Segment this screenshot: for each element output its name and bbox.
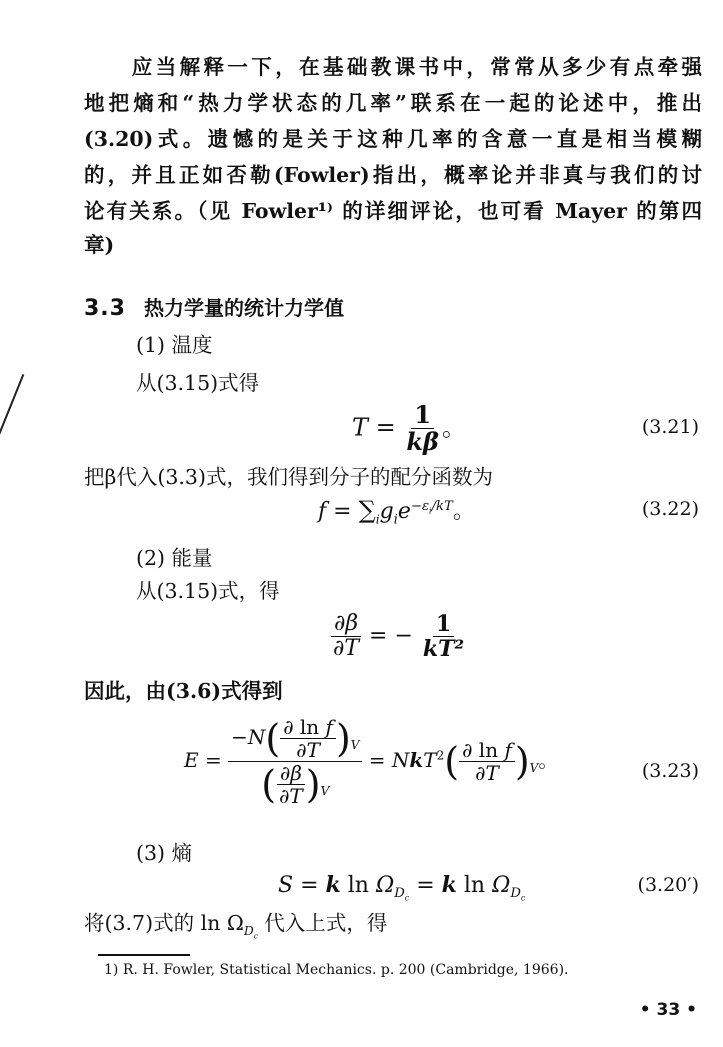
dbeta-rhs-denominator: kT² (422, 636, 465, 663)
equation-3-22: $f = \sum_ig_ie^{-\varepsilon_i/kT}$。 (318, 496, 475, 528)
section-heading (84, 292, 344, 321)
paragraph-line-4: 的，并且正如否勒(Fowler)指出，概率论并非真与我们的讨 (84, 163, 702, 187)
paragraph-line-3: (3.20)式。遗憾的是关于这种几率的含意一直是相当模糊 (84, 127, 702, 151)
equation-3-21: T = $\frac{1}{k\beta}$ 。 (352, 400, 466, 457)
eq321-numerator: 1 (411, 402, 434, 429)
equation-dbeta-dT: $\frac{\partial\beta}{\partial T}$ = − $\frac{1}{\text{kT²}}$ (330, 612, 467, 661)
text-therefore: 因此，由(3.6)式得到 (84, 679, 283, 703)
paragraph-line-5: 论有关系。（见 Fowler¹⁾ 的详细评论，也可看 Mayer 的第四 (84, 199, 702, 223)
eq321-lhs: T (352, 413, 369, 442)
eq320p-number: (3.20′) (637, 874, 699, 896)
eq322-lhs: f (318, 499, 327, 524)
footnote: 1) R. H. Fowler, Statistical Mechanics. p. 200 (Cambridge, 1966). (104, 962, 569, 978)
paragraph-line-2: 地把熵和“热力学状态的几率”联系在一起的论述中，推出 (84, 91, 702, 115)
text-last-tail: 代入上式，得 (257, 911, 388, 935)
eq323-number: (3.23) (641, 760, 699, 782)
page-number: • 33 • (639, 1000, 697, 1020)
footnote-rule (98, 954, 190, 956)
dbeta-denominator: ∂T (333, 636, 360, 662)
dbeta-numerator: ∂β (331, 612, 361, 637)
margin-pen-mark (0, 374, 24, 436)
eq322-number: (3.22) (641, 498, 699, 520)
text-last-main: 将(3.7)式的 ln Ω (84, 911, 244, 935)
section-title: 热力学量的统计力学值 (143, 296, 344, 320)
equation-3-23: E = −N( $\frac{\text{∂ ln f}}{\partial T}$ )$_V$ ( $\frac{\partial\beta}{\partial T}$ )$_V$ = NkT$^2$( $\frac{\text{∂ ln f}}{\partial T}$ )$_V$。 (184, 715, 559, 808)
item1-label: (1) 温度 (136, 333, 213, 357)
eq321-tail: 。 (441, 413, 466, 442)
dbeta-rhs-numerator: 1 (433, 612, 454, 637)
item2-label: (2) 能量 (136, 546, 213, 570)
equation-3-20-prime: S = k $\ln \Omega_{D_c} = k$ $\ln \Omega_{D_c}$ (278, 872, 526, 904)
paragraph-line-6: 章) (84, 233, 115, 257)
item1-intro: 从(3.15)式得 (136, 371, 260, 395)
section-number: 3.3 (84, 296, 126, 321)
text-beta: 把β代入(3.3)式，我们得到分子的配分函数为 (84, 465, 493, 489)
paragraph-line-1: 应当解释一下，在基础教课书中，常常从多少有点牵强 (84, 55, 702, 79)
text-last: 将(3.7)式的 $\ln \Omega_{D_c}$ 代入上式，得 (84, 911, 388, 941)
item3-label: (3) 熵 (136, 841, 193, 865)
eq321-denominator: kβ (406, 427, 439, 457)
eq321-number: (3.21) (641, 416, 699, 438)
item2-intro: 从(3.15)式，得 (136, 579, 280, 603)
